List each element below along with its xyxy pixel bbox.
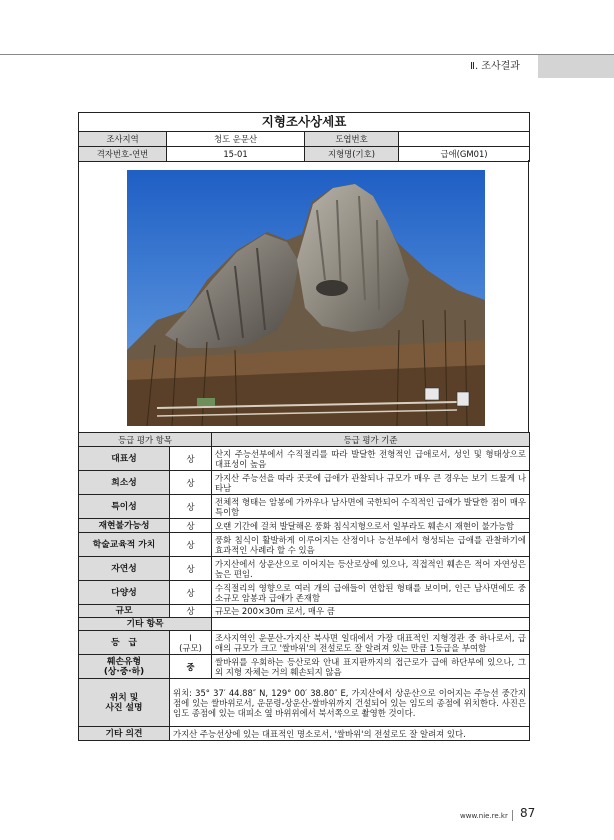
page-number: 87 (520, 806, 536, 820)
grade-diversity: 상 (170, 581, 212, 605)
landform-name-value: 급애(GM01) (399, 147, 530, 162)
row-diversity: 다양성 (79, 581, 170, 605)
footer-separator (512, 810, 513, 821)
etc-label: 기타 의견 (79, 727, 170, 741)
row-uniqueness: 특이성 (79, 495, 170, 519)
criteria-representativeness: 산지 주능선부에서 수직절리를 따라 발달한 전형적인 급애로서, 성인 및 형태상으로 대표성이 높음 (212, 447, 530, 471)
grid-number-value: 15-01 (167, 147, 305, 162)
location-label: 위치 및 사진 설명 (79, 679, 170, 727)
damage-type-label: 훼손유형 (상·중·하) (79, 655, 170, 679)
evaluation-item-header: 등급 평가 항목 (79, 433, 212, 447)
grade-row-label: 등 급 (79, 631, 170, 655)
row-naturalness: 자연성 (79, 557, 170, 581)
criteria-scale: 규모는 200×30m 로서, 매우 큼 (212, 605, 530, 618)
criteria-uniqueness: 전체적 형태는 암봉에 가까우나 남사면에 국한되어 수직적인 급애가 발달한 점이 매우 특이함 (212, 495, 530, 519)
cliff-photo (127, 170, 485, 426)
damage-type-text: 쌀바위를 우회하는 등산로와 안내 표지판까지의 접근로가 급애 하단부에 있으나, 그 외 지형 자체는 거의 훼손되지 않음 (212, 655, 530, 679)
grade-irreproducibility: 상 (170, 519, 212, 533)
header-tab-block (538, 55, 614, 78)
row-scale: 규모 (79, 605, 170, 618)
grade-naturalness: 상 (170, 557, 212, 581)
grade-row-value (170, 631, 212, 655)
grade-scale: 상 (170, 605, 212, 618)
grade-row-text: 조사지역인 운문산-가지산 북사면 일대에서 가장 대표적인 지형경관 중 하나로서, 급애의 규모가 크고 '쌀바위'의 전설로도 잘 알려져 있는 만큼 1등급을 부여함 (212, 631, 530, 655)
map-number-value (399, 132, 530, 147)
row-academic-value: 학술교육적 가치 (79, 533, 170, 557)
survey-info-table (78, 112, 530, 162)
grade-rarity: 상 (170, 471, 212, 495)
location-text: 위치: 35° 37′ 44.88″ N, 129° 00′ 38.80″ E, 가지산에서 상운산으로 이어지는 주능선 중간지점에 있는 쌀바위로서, 운문령-상운산-쌀바위까지 건설되어 있는 임도의 종점에 위치한다. 사진은 임도 종점에 있는 대피소 옆 바위위에서 북서쪽으로 촬영한 것이다. (170, 679, 530, 727)
region-value: 청도 운문산 (167, 132, 305, 147)
criteria-irreproducibility: 오랜 기간에 걸쳐 발달해온 풍화 침식지형으로서 일부라도 훼손시 재현이 불가능함 (212, 519, 530, 533)
section-title: Ⅱ. 조사결과 (470, 61, 520, 72)
grade-uniqueness: 상 (170, 495, 212, 519)
row-irreproducibility: 재현불가능성 (79, 519, 170, 533)
grade-academic-value: 상 (170, 533, 212, 557)
sheet-title: 지형조사상세표 (79, 113, 530, 132)
row-rarity: 희소성 (79, 471, 170, 495)
evaluation-table (78, 432, 530, 741)
criteria-academic-value: 풍화 침식이 활발하게 이루어지는 산정이나 능선부에서 형성되는 급애를 관찰하기에 효과적인 사례라 할 수 있음 (212, 533, 530, 557)
etc-text: 가지산 주능선상에 있는 대표적인 명소로서, '쌀바위'의 전설로도 잘 알려져 있다. (170, 727, 530, 741)
grade-basis: (규모) (179, 642, 202, 653)
other-items-empty (212, 618, 530, 631)
map-number-label: 도엽번호 (305, 132, 399, 147)
damage-type-value: 중 (170, 655, 212, 679)
grid-number-label: 격자번호-연번 (79, 147, 167, 162)
criteria-diversity: 수직절리의 영향으로 여러 개의 급애들이 연합된 형태를 보이며, 인근 남사면에도 중소규모 암봉과 급애가 존재함 (212, 581, 530, 605)
row-representativeness: 대표성 (79, 447, 170, 471)
region-label: 조사지역 (79, 132, 167, 147)
evaluation-criteria-header: 등급 평가 기준 (212, 433, 530, 447)
footer-website: www.nie.re.kr (460, 812, 508, 820)
grade-numeral: Ⅰ (189, 632, 192, 643)
landform-name-label: 지형명(기호) (305, 147, 399, 162)
criteria-rarity: 가지산 주능선을 따라 곳곳에 급애가 관찰되나 규모가 매우 큰 경우는 보기 드물게 나타남 (212, 471, 530, 495)
grade-representativeness: 상 (170, 447, 212, 471)
photo-cell (78, 160, 529, 432)
criteria-naturalness: 가지산에서 상운산으로 이어지는 등산로상에 있으나, 직접적인 훼손은 적어 자연성은 높은 편임. (212, 557, 530, 581)
other-items-header: 기타 항목 (79, 618, 212, 631)
